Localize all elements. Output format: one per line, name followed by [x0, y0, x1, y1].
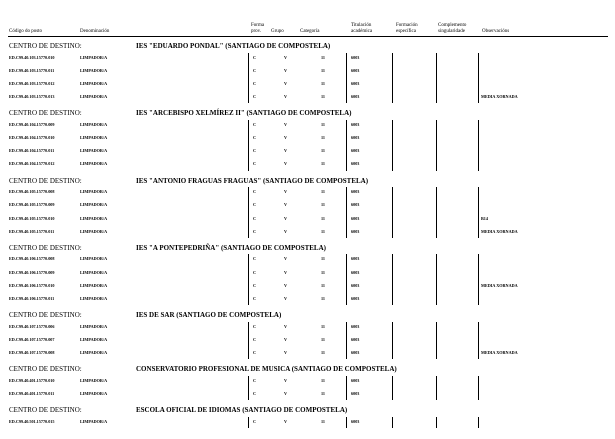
- column-divider: [248, 417, 249, 428]
- cell-categoria: 11: [321, 161, 325, 167]
- cell-grupo: V: [284, 350, 288, 356]
- cell-denominacion: LIMPADOR/A: [80, 148, 108, 154]
- column-divider: [436, 417, 437, 428]
- cell-code: ED.C99.40.107.15770.006: [9, 323, 55, 329]
- table-row: [0, 391, 615, 400]
- column-divider: [346, 187, 347, 238]
- cell-grupo: V: [284, 54, 288, 60]
- cell-categoria: 11: [321, 323, 325, 329]
- cell-forma: C: [253, 228, 257, 234]
- cell-code: ED.C99.40.106.15770.011: [9, 296, 55, 301]
- cell-grupo: V: [284, 228, 288, 234]
- cell-denominacion: LIMPADOR/A: [80, 282, 108, 288]
- column-divider: [248, 53, 249, 104]
- column-divider: [248, 187, 249, 238]
- cell-code: ED.C99.40.104.15770.011: [9, 148, 55, 154]
- cell-code: ED.C99.40.103.15770.011: [9, 67, 55, 73]
- column-divider: [346, 254, 347, 305]
- table-row: [0, 296, 615, 305]
- cell-denominacion: LIMPADOR/A: [80, 228, 108, 234]
- cell-denominacion: LIMPADOR/A: [80, 80, 108, 86]
- column-divider: [248, 376, 249, 400]
- cell-categoria: 11: [321, 377, 325, 383]
- center-name: IES "EDUARDO PONDAL" (SANTIAGO DE COMPOSTELA): [136, 42, 331, 50]
- cell-denominacion: LIMPADOR/A: [80, 296, 108, 301]
- cell-categoria: 11: [321, 391, 325, 396]
- cell-grupo: V: [284, 418, 288, 424]
- cell-categoria: 11: [321, 54, 325, 60]
- column-divider: [392, 322, 393, 360]
- cell-code: ED.C99.40.103.15770.012: [9, 80, 55, 86]
- cell-categoria: 11: [321, 296, 325, 301]
- cell-categoria: 11: [321, 418, 325, 424]
- cell-categoria: 11: [321, 256, 325, 262]
- cell-forma: C: [253, 148, 257, 154]
- cell-denominacion: LIMPADOR/A: [80, 67, 108, 73]
- table-row: [0, 68, 615, 77]
- cell-titulacion: 6003: [351, 67, 360, 73]
- column-divider: [478, 53, 479, 104]
- table-row: [0, 81, 615, 90]
- cell-denominacion: LIMPADOR/A: [80, 135, 108, 140]
- cell-denominacion: LIMPADOR/A: [80, 350, 108, 356]
- cell-titulacion: 6003: [351, 269, 360, 275]
- cell-categoria: 11: [321, 282, 325, 288]
- cell-forma: C: [253, 336, 257, 342]
- cell-grupo: V: [284, 94, 288, 100]
- cell-categoria: 11: [321, 121, 325, 127]
- column-divider: [478, 417, 479, 428]
- column-divider: [346, 376, 347, 400]
- cell-grupo: V: [284, 148, 288, 154]
- column-divider: [478, 254, 479, 305]
- column-divider: [248, 120, 249, 171]
- header-categoria: Categoría: [300, 29, 320, 34]
- center-label: CENTRO DE DESTINO:: [9, 365, 82, 374]
- cell-titulacion: 6003: [351, 202, 360, 208]
- cell-grupo: V: [284, 215, 288, 221]
- table-row: [0, 55, 615, 64]
- table-row: [0, 378, 615, 387]
- cell-observacions: MEDIA XORNADA: [481, 94, 518, 100]
- column-divider: [248, 254, 249, 305]
- center-label: CENTRO DE DESTINO:: [9, 311, 82, 320]
- column-divider: [346, 322, 347, 360]
- cell-code: ED.C99.40.105.15770.010: [9, 215, 55, 221]
- cell-code: ED.C99.40.105.15770.008: [9, 189, 55, 195]
- column-divider: [436, 322, 437, 360]
- cell-forma: C: [253, 161, 257, 167]
- cell-titulacion: 6003: [351, 215, 360, 221]
- cell-forma: C: [253, 256, 257, 262]
- center-name: IES DE SAR (SANTIAGO DE COMPOSTELA): [136, 311, 282, 320]
- table-row: [0, 256, 615, 265]
- cell-observacions: B14: [481, 215, 488, 221]
- cell-grupo: V: [284, 269, 288, 275]
- column-divider: [248, 322, 249, 360]
- cell-titulacion: 6003: [351, 256, 360, 262]
- cell-grupo: V: [284, 202, 288, 208]
- column-divider: [478, 120, 479, 171]
- header-formacion: Formación específica: [396, 23, 418, 34]
- column-divider: [392, 417, 393, 428]
- cell-code: ED.C99.40.106.15770.010: [9, 282, 55, 288]
- table-row: [0, 135, 615, 144]
- cell-code: ED.C99.40.107.15770.007: [9, 336, 55, 342]
- cell-categoria: 11: [321, 350, 325, 356]
- cell-denominacion: LIMPADOR/A: [80, 336, 108, 342]
- column-divider: [478, 322, 479, 360]
- cell-grupo: V: [284, 296, 288, 301]
- cell-grupo: V: [284, 135, 288, 140]
- column-divider: [346, 53, 347, 104]
- cell-forma: C: [253, 135, 257, 140]
- cell-forma: C: [253, 269, 257, 275]
- cell-code: ED.C99.40.103.15770.013: [9, 94, 55, 100]
- cell-code: ED.C99.40.401.15770.010: [9, 377, 55, 383]
- table-row: [0, 216, 615, 225]
- cell-grupo: V: [284, 282, 288, 288]
- cell-categoria: 11: [321, 336, 325, 342]
- column-divider: [392, 120, 393, 171]
- cell-titulacion: 6003: [351, 336, 360, 342]
- cell-code: ED.C99.40.105.15770.009: [9, 202, 55, 208]
- cell-categoria: 11: [321, 269, 325, 275]
- table-row: [0, 161, 615, 170]
- column-divider: [392, 376, 393, 400]
- center-label: CENTRO DE DESTINO:: [9, 42, 82, 50]
- center-name: CONSERVATORIO PROFESIONAL DE MUSICA (SANTIAGO DE COMPOSTELA): [136, 365, 397, 374]
- cell-code: ED.C99.40.103.15770.010: [9, 54, 55, 60]
- cell-grupo: V: [284, 121, 288, 127]
- cell-titulacion: 6003: [351, 80, 360, 86]
- cell-forma: C: [253, 80, 257, 86]
- cell-categoria: 11: [321, 202, 325, 208]
- cell-titulacion: 6003: [351, 296, 360, 301]
- cell-forma: C: [253, 418, 257, 424]
- cell-forma: C: [253, 54, 257, 60]
- cell-titulacion: 6003: [351, 350, 360, 356]
- cell-grupo: V: [284, 189, 288, 195]
- header-titulacion: Titulación académica: [351, 23, 373, 34]
- table-row: [0, 337, 615, 346]
- cell-denominacion: LIMPADOR/A: [80, 54, 108, 60]
- cell-code: ED.C99.40.105.15770.011: [9, 228, 55, 234]
- table-row: [0, 189, 615, 198]
- cell-denominacion: LIMPADOR/A: [80, 202, 108, 208]
- table-row: [0, 94, 615, 103]
- center-label: CENTRO DE DESTINO:: [9, 176, 82, 185]
- cell-forma: C: [253, 350, 257, 356]
- cell-titulacion: 6003: [351, 54, 360, 60]
- table-row: [0, 419, 615, 428]
- center-name: IES "ARCEBISPO XELMÍREZ II" (SANTIAGO DE COMPOSTELA): [136, 109, 352, 118]
- cell-categoria: 11: [321, 189, 325, 195]
- cell-denominacion: LIMPADOR/A: [80, 189, 108, 195]
- cell-denominacion: LIMPADOR/A: [80, 121, 108, 127]
- cell-denominacion: LIMPADOR/A: [80, 269, 108, 275]
- center-label: CENTRO DE DESTINO:: [9, 406, 82, 415]
- cell-forma: C: [253, 282, 257, 288]
- cell-forma: C: [253, 67, 257, 73]
- cell-categoria: 11: [321, 135, 325, 140]
- cell-observacions: MEDIA XORNADA: [481, 282, 518, 288]
- cell-grupo: V: [284, 323, 288, 329]
- cell-denominacion: LIMPADOR/A: [80, 418, 108, 424]
- center-label: CENTRO DE DESTINO:: [9, 243, 82, 252]
- table-row: [0, 202, 615, 211]
- column-divider: [346, 120, 347, 171]
- header-observacions: Observacións: [482, 29, 510, 34]
- cell-categoria: 11: [321, 228, 325, 234]
- header-forma: Forma prov.: [251, 23, 265, 34]
- header-codigo: Código do posto: [9, 29, 43, 34]
- cell-code: ED.C99.40.501.15770.015: [9, 418, 55, 424]
- cell-categoria: 11: [321, 80, 325, 86]
- cell-code: ED.C99.40.104.15770.012: [9, 161, 55, 167]
- column-divider: [392, 254, 393, 305]
- header-denominacion: Denominación: [80, 29, 110, 34]
- column-divider: [392, 53, 393, 104]
- cell-forma: C: [253, 296, 257, 301]
- header-rule: [8, 36, 608, 37]
- cell-titulacion: 6003: [351, 391, 360, 396]
- cell-forma: C: [253, 121, 257, 127]
- cell-denominacion: LIMPADOR/A: [80, 215, 108, 221]
- column-divider: [436, 376, 437, 400]
- cell-code: ED.C99.40.104.15770.010: [9, 135, 55, 140]
- column-divider: [392, 187, 393, 238]
- table-row: [0, 350, 615, 359]
- table-row: [0, 122, 615, 131]
- cell-titulacion: 6003: [351, 323, 360, 329]
- cell-titulacion: 6003: [351, 377, 360, 383]
- cell-categoria: 11: [321, 67, 325, 73]
- column-divider: [478, 187, 479, 238]
- cell-categoria: 11: [321, 215, 325, 221]
- column-divider: [436, 53, 437, 104]
- cell-grupo: V: [284, 391, 288, 396]
- cell-denominacion: LIMPADOR/A: [80, 323, 108, 329]
- cell-titulacion: 6003: [351, 161, 360, 167]
- cell-grupo: V: [284, 80, 288, 86]
- cell-forma: C: [253, 202, 257, 208]
- cell-code: ED.C99.40.106.15770.008: [9, 256, 55, 262]
- cell-titulacion: 6003: [351, 228, 360, 234]
- center-name: IES "ANTONIO FRAGUAS FRAGUAS" (SANTIAGO DE COMPOSTELA): [136, 176, 369, 185]
- cell-grupo: V: [284, 161, 288, 167]
- cell-titulacion: 6003: [351, 135, 360, 140]
- cell-denominacion: LIMPADOR/A: [80, 391, 108, 396]
- cell-titulacion: 6003: [351, 148, 360, 154]
- cell-observacions: MEDIA XORNADA: [481, 350, 518, 356]
- column-divider: [436, 187, 437, 238]
- cell-grupo: V: [284, 256, 288, 262]
- cell-categoria: 11: [321, 94, 325, 100]
- cell-titulacion: 6003: [351, 94, 360, 100]
- cell-titulacion: 6003: [351, 121, 360, 127]
- cell-grupo: V: [284, 336, 288, 342]
- cell-titulacion: 6003: [351, 282, 360, 288]
- center-name: IES "A PONTEPEDRIÑA" (SANTIAGO DE COMPOSTELA): [136, 243, 326, 252]
- center-label: CENTRO DE DESTINO:: [9, 109, 82, 118]
- cell-forma: C: [253, 391, 257, 396]
- table-row: [0, 229, 615, 238]
- center-name: ESCOLA OFICIAL DE IDIOMAS (SANTIAGO DE COMPOSTELA): [136, 406, 348, 415]
- table-row: [0, 324, 615, 333]
- table-row: [0, 148, 615, 157]
- cell-denominacion: LIMPADOR/A: [80, 377, 108, 383]
- column-divider: [436, 120, 437, 171]
- cell-code: ED.C99.40.107.15770.008: [9, 350, 55, 356]
- column-divider: [478, 376, 479, 400]
- cell-denominacion: LIMPADOR/A: [80, 256, 108, 262]
- cell-categoria: 11: [321, 148, 325, 154]
- cell-forma: C: [253, 323, 257, 329]
- header-grupo: Grupo: [271, 29, 284, 34]
- cell-grupo: V: [284, 67, 288, 73]
- table-row: [0, 283, 615, 292]
- cell-titulacion: 6003: [351, 189, 360, 195]
- table-row: [0, 270, 615, 279]
- cell-grupo: V: [284, 377, 288, 383]
- cell-code: ED.C99.40.104.15770.009: [9, 121, 55, 127]
- cell-forma: C: [253, 215, 257, 221]
- cell-code: ED.C99.40.401.15770.011: [9, 391, 55, 396]
- cell-forma: C: [253, 377, 257, 383]
- cell-forma: C: [253, 189, 257, 195]
- cell-titulacion: 6003: [351, 418, 360, 424]
- cell-denominacion: LIMPADOR/A: [80, 161, 108, 167]
- header-complemento: Complemento singularidade: [438, 23, 467, 34]
- column-divider: [346, 417, 347, 428]
- cell-forma: C: [253, 94, 257, 100]
- cell-observacions: MEDIA XORNADA: [481, 228, 518, 234]
- cell-denominacion: LIMPADOR/A: [80, 94, 108, 100]
- column-divider: [436, 254, 437, 305]
- cell-code: ED.C99.40.106.15770.009: [9, 269, 55, 275]
